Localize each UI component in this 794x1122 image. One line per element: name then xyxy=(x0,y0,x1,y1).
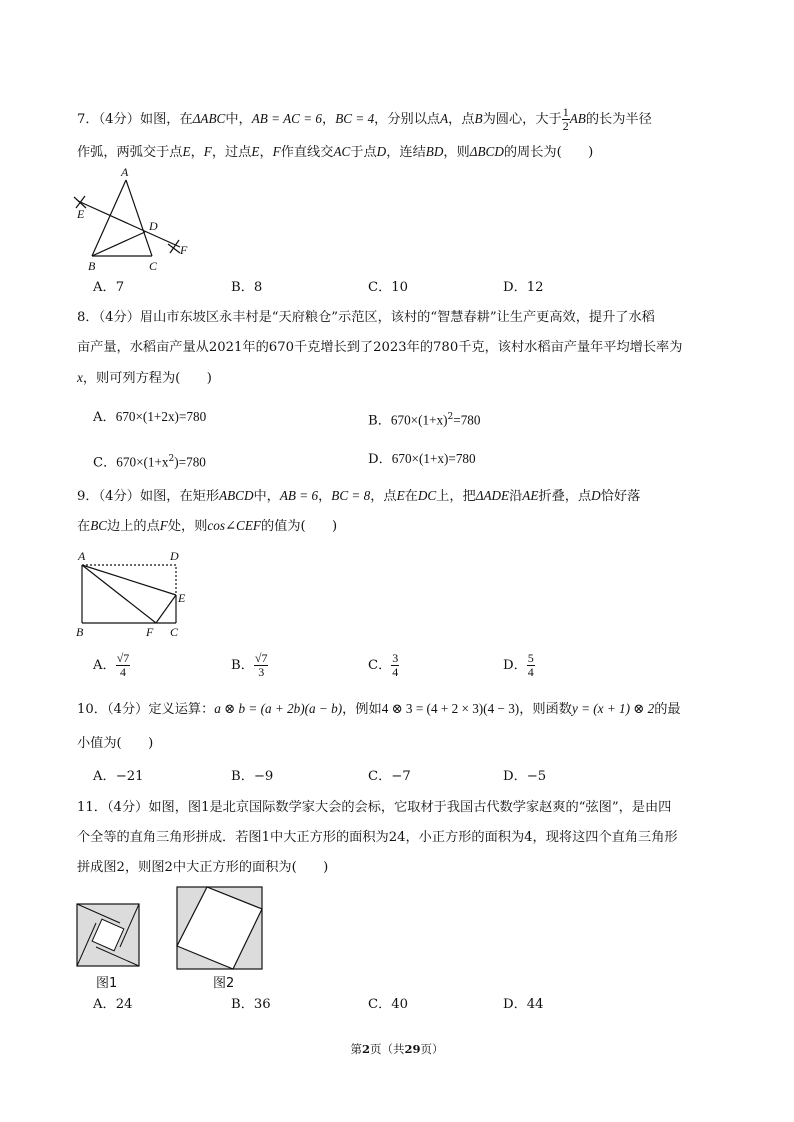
figure-1-caption: 图1 xyxy=(96,976,118,991)
q9-line-1: 9．（4分）如图，在矩形ABCD中，AB = 6，BC = 8，点E在DC上，把ΔADE沿AE折叠，点D恰好落 xyxy=(77,488,641,504)
q10-line-1: 10．（4分）定义运算：a ⊗ b = (a + 2b)(a − b)，例如4 ⊗ 3 = (4 + 2 × 3)(4 − 3)，则函数y = (x + 1) ⊗ 2的最 xyxy=(77,701,681,717)
q7-option-d[interactable]: D．12 xyxy=(503,280,544,295)
q9-option-a[interactable]: A． $\frac{√7}{4}$ xyxy=(93,651,130,679)
q10-option-a[interactable]: A．−21 xyxy=(93,769,144,784)
figure-2-square-diagram xyxy=(176,886,263,970)
q11-option-b[interactable]: B．36 xyxy=(231,997,271,1012)
q8-option-b[interactable]: B．$670\times(1+x)^2=780$ xyxy=(368,412,481,429)
side-ac xyxy=(126,180,152,256)
q8-line-1: 8．（4分）眉山市东坡区永丰村是“天府粮仓”示范区，该村的“智慧春耕”让生产更高效，提升了水稻 xyxy=(77,310,655,325)
q8-line-3: x，则可列方程为( ) xyxy=(77,370,212,386)
q9-line-2: 在BC边上的点F处，则cos∠CEF的值为( ) xyxy=(77,518,338,534)
q7-line-2: 作弧，两弧交于点E，F，过点E，F作直线交AC于点D，连结BD，则ΔBCD的周长为( ) xyxy=(77,144,594,160)
fold-line-ae xyxy=(82,565,176,595)
label-f: F xyxy=(180,243,188,257)
triangle-abc-figure xyxy=(72,164,202,274)
q8-option-d[interactable]: D．670×(1+x)=780 xyxy=(368,451,476,467)
label-e: E xyxy=(178,591,186,605)
label-b: B xyxy=(76,625,84,639)
q9-option-c[interactable]: C． $\frac{3}{4}$ xyxy=(368,651,399,679)
q11-line-3: 拼成图2，则图2中大正方形的面积为( ) xyxy=(77,860,329,875)
label-c: C xyxy=(170,625,179,639)
line-ef xyxy=(78,201,180,247)
label-d: D xyxy=(170,549,179,563)
label-f: F xyxy=(146,625,154,639)
label-e: E xyxy=(77,207,85,221)
q9-option-d[interactable]: D． $\frac{5}{4}$ xyxy=(503,651,534,679)
figure-2-caption: 图2 xyxy=(213,976,235,991)
segment-bd xyxy=(92,232,145,256)
total-pages: 29 xyxy=(404,1042,421,1056)
label-d: D xyxy=(149,219,158,233)
q11-option-d[interactable]: D．44 xyxy=(503,997,544,1012)
label-a: A xyxy=(78,549,86,563)
q11-option-a[interactable]: A．24 xyxy=(93,997,133,1012)
q7-line-1: 7．（4分）如图，在ΔABC中，AB = AC = 6，BC = 4，分别以点A，点B为圆心，大于 $\frac{1}{2}$ AB的长为半径 xyxy=(77,105,652,133)
q7-option-c[interactable]: C．10 xyxy=(368,280,409,295)
q9-option-b[interactable]: B． $\frac{√7}{3}$ xyxy=(231,651,268,679)
q10-option-c[interactable]: C．−7 xyxy=(368,769,411,784)
label-c: C xyxy=(149,259,158,273)
rectangle-abcd-figure xyxy=(72,548,197,640)
segment-af xyxy=(82,565,156,623)
q11-option-c[interactable]: C．40 xyxy=(368,997,409,1012)
q7-option-b[interactable]: B．8 xyxy=(231,280,263,295)
label-a: A xyxy=(121,165,129,179)
label-b: B xyxy=(88,259,96,273)
page-footer: 第2页（共29页） xyxy=(350,1042,444,1056)
q10-line-2: 小值为( ) xyxy=(77,736,154,751)
q11-line-2: 个全等的直角三角形拼成．若图1中大正方形的面积为24，小正方形的面积为4，现将这四个直角三角形 xyxy=(77,830,678,845)
q10-option-b[interactable]: B．−9 xyxy=(231,769,274,784)
half-fraction: $\frac{1}{2}$ xyxy=(562,105,569,133)
q10-option-d[interactable]: D．−5 xyxy=(503,769,547,784)
segment-ef xyxy=(156,595,176,623)
figure-1-zhao-shuang-string-diagram xyxy=(76,903,140,967)
q8-option-a[interactable]: A．670×(1+2x)=780 xyxy=(93,409,207,425)
q11-line-1: 11．（4分）如图，图1是北京国际数学家大会的会标，它取材于我国古代数学家赵爽的“弦图”，是由四 xyxy=(77,800,672,815)
q8-line-2: 亩产量，水稻亩产量从2021年的670千克增长到了2023年的780千克，该村水稻亩产量年平均增长率为 xyxy=(77,340,683,355)
q8-option-c[interactable]: C．$670\times(1+x^2)=780$ xyxy=(93,454,206,471)
q7-option-a[interactable]: A．7 xyxy=(93,280,125,295)
side-ab xyxy=(92,180,126,256)
page-number: 2 xyxy=(361,1042,370,1056)
